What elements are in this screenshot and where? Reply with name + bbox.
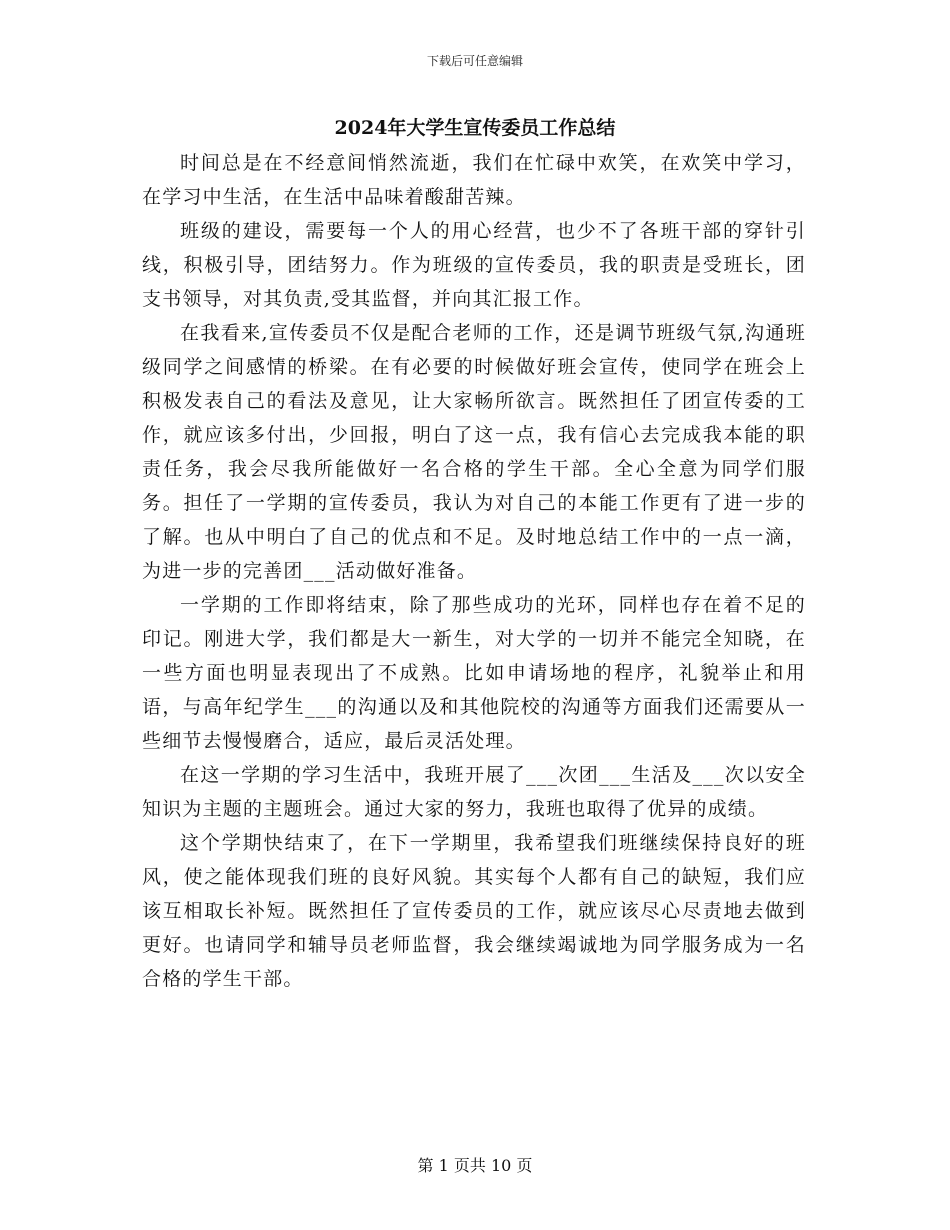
document-body	[142, 146, 806, 996]
paragraph: 一学期的工作即将结束，除了那些成功的光环，同样也存在着不足的印记。刚进大学，我们都是大一新生，对大学的一切并不能完全知晓，在一些方面也明显表现出了不成熟。比如申请场地的程序，礼貌举止和用语，与高年纪学生___的沟通以及和其他院校的沟通等方面我们还需要从一些细节去慢慢磨合，适应，最后灵活处理。	[142, 594, 806, 752]
paragraph: 这个学期快结束了，在下一学期里，我希望我们班继续保持良好的班风，使之能体现我们班的良好风貌。其实每个人都有自己的缺短，我们应该互相取长补短。既然担任了宣传委员的工作，就应该尽心尽责地去做到更好。也请同学和辅导员老师监督，我会继续竭诚地为同学服务成为一名合格的学生干部。	[142, 832, 806, 990]
paragraph: 在这一学期的学习生活中，我班开展了___次团___生活及___次以安全知识为主题的主题班会。通过大家的努力，我班也取得了优异的成绩。	[142, 764, 806, 820]
header-note: 下载后可任意编辑	[426, 54, 523, 68]
document-title: 2024年大学生宣传委员工作总结	[334, 117, 616, 139]
paragraph: 班级的建设，需要每一个人的用心经营，也少不了各班干部的穿针引线，积极引导，团结努力。作为班级的宣传委员，我的职责是受班长，团支书领导，对其负责,受其监督，并向其汇报工作。	[142, 220, 806, 310]
page-number: 第 1 页共 10 页	[417, 1156, 533, 1175]
paragraph: 在我看来,宣传委员不仅是配合老师的工作，还是调节班级气氛,沟通班级同学之间感情的桥梁。在有必要的时候做好班会宣传，使同学在班会上积极发表自己的看法及意见，让大家畅所欲言。既然担任了团宣传委的工作，就应该多付出，少回报，明白了这一点，我有信心去完成我本能的职责任务，我会尽我所能做好一名合格的学生干部。全心全意为同学们服务。担任了一学期的宣传委员，我认为对自己的本能工作更有了进一步的了解。也从中明白了自己的优点和不足。及时地总结工作中的一点一滴，为进一步的完善团___活动做好准备。	[142, 322, 806, 582]
paragraph: 时间总是在不经意间悄然流逝，我们在忙碌中欢笑，在欢笑中学习，在学习中生活，在生活中品味着酸甜苦辣。	[142, 152, 806, 208]
